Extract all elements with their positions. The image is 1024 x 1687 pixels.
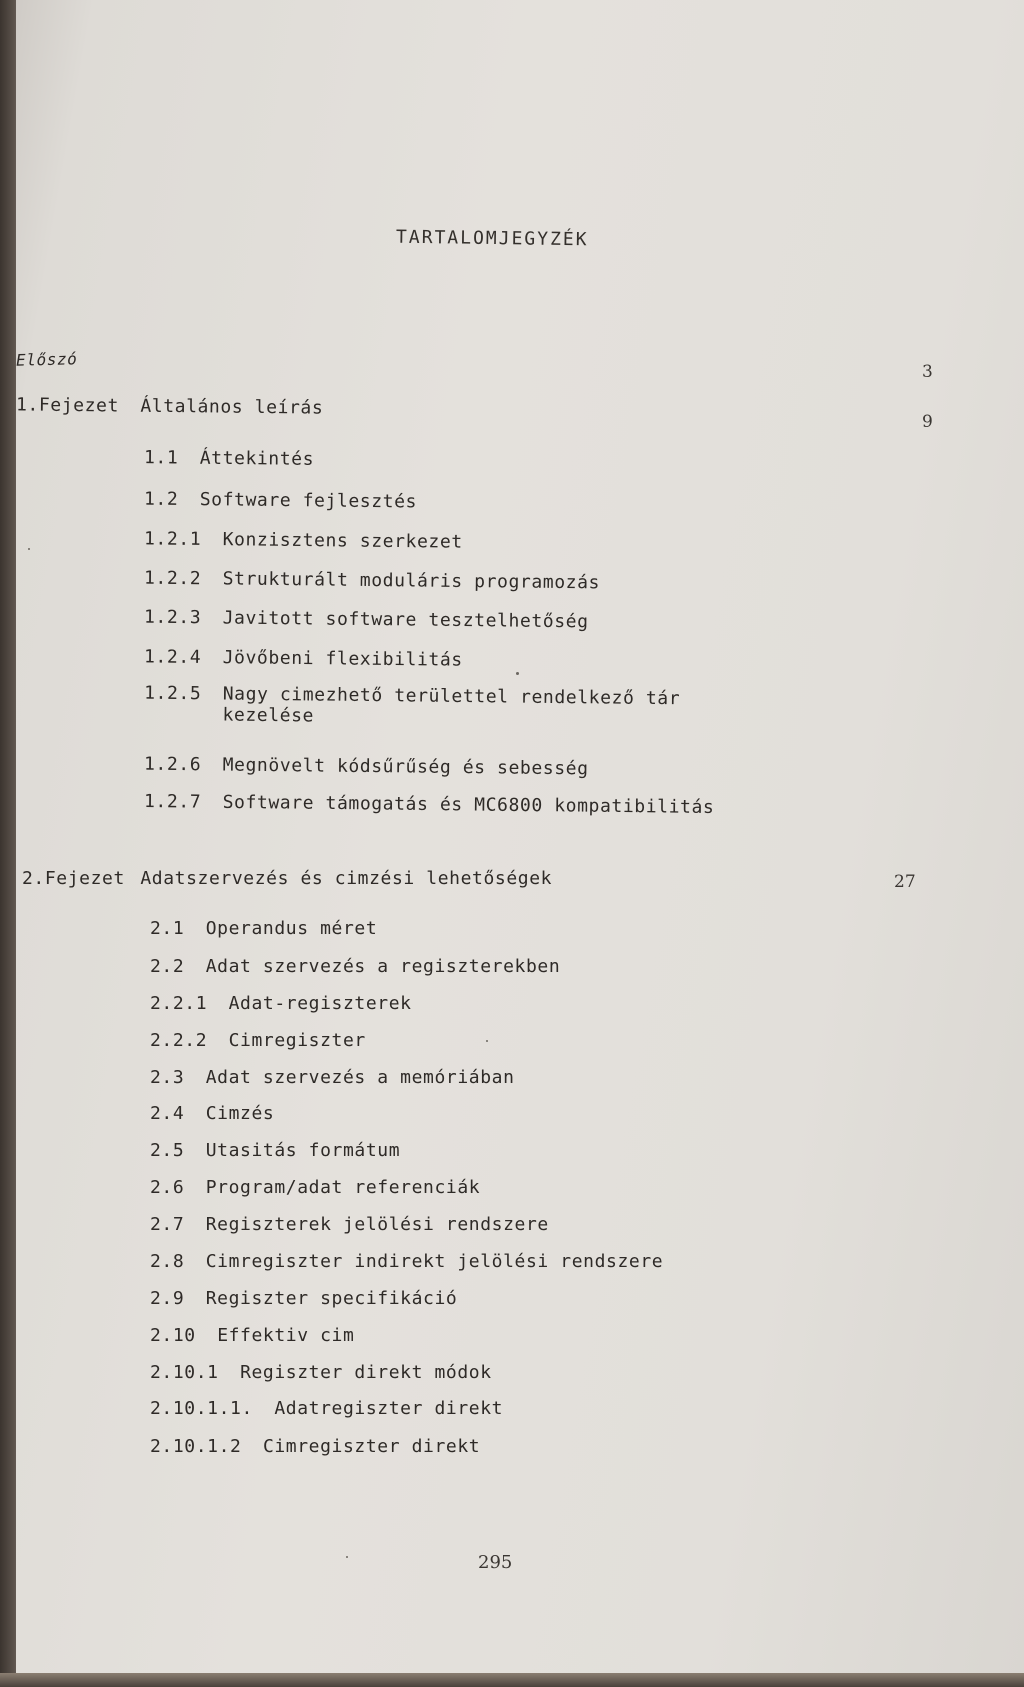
toc-item-number: 1.2.3: [143, 606, 202, 629]
toc-item-label: Effektiv cim: [217, 1325, 355, 1346]
toc-item-number: 1.2: [143, 488, 179, 510]
toc-item-label: Javitott software tesztelhetőség: [222, 607, 589, 633]
toc-item: [150, 1030, 366, 1051]
toc-item-label: Adatregiszter direkt: [274, 1398, 504, 1419]
toc-item: [144, 489, 417, 513]
toc-item: [144, 646, 463, 670]
toc-item: [150, 1067, 515, 1088]
toc-item-label: Megnövelt kódsűrűség és sebesség: [222, 754, 589, 780]
toc-item-number: 1.2.6: [143, 753, 202, 776]
toc-item: [150, 1251, 663, 1272]
toc-item-label: Adat-regiszterek: [228, 993, 412, 1014]
paper-speck: [516, 672, 519, 675]
toc-item-label: Jövőbeni flexibilitás: [222, 647, 463, 671]
toc-item-number: 2.5: [150, 1140, 185, 1161]
toc-item-number: 2.10.1: [150, 1362, 219, 1383]
toc-item: [144, 568, 600, 594]
toc-item-number: 2.8: [150, 1251, 185, 1272]
toc-item-number: 2.2.2: [150, 1030, 208, 1051]
toc-item-label: Adat szervezés a regiszterekben: [205, 956, 561, 977]
chapter-2-number: 2.Fejezet: [22, 868, 125, 889]
foreword-entry: [16, 349, 78, 370]
toc-item-number: 1.2.2: [143, 567, 202, 590]
toc-item-label: Cimzés: [205, 1103, 275, 1124]
toc-item-number: 1.2.7: [143, 791, 202, 813]
foreword-label: Előszó: [16, 349, 78, 370]
toc-item: [150, 1436, 480, 1457]
toc-item: [150, 1398, 503, 1419]
toc-item-number: 1.1: [143, 447, 179, 469]
toc-item-label: Strukturált moduláris programozás: [222, 568, 601, 594]
toc-item-number: 1.2.4: [143, 646, 202, 668]
chapter-1-title: Általános leírás: [140, 395, 324, 419]
toc-item-label: Nagy cimezhető területtel rendelkező tár kezelése: [222, 683, 681, 727]
toc-item-label: Regiszter direkt módok: [240, 1362, 492, 1383]
toc-item-number: 2.2.1: [150, 993, 208, 1014]
toc-item-label: Cimregiszter indirekt jelölési rendszere: [205, 1251, 664, 1272]
toc-item-label: Operandus méret: [205, 918, 378, 939]
chapter-2-heading: [22, 868, 552, 889]
toc-item: [150, 1177, 480, 1198]
chapter-1-heading: [16, 394, 323, 418]
toc-item-number: 2.7: [150, 1214, 185, 1235]
toc-item-label: Program/adat referenciák: [205, 1177, 481, 1198]
toc-item-number: 2.9: [150, 1288, 185, 1309]
toc-item: [150, 956, 560, 977]
toc-item-number: 2.4: [150, 1103, 185, 1124]
toc-item: [144, 447, 314, 470]
chapter-2-page-number: 27: [894, 872, 916, 892]
toc-title: TARTALOMJEGYZÉK: [395, 226, 589, 251]
toc-item: [150, 1288, 457, 1309]
toc-item: [144, 683, 783, 732]
toc-item-number: 2.10.1.1.: [150, 1398, 253, 1419]
toc-item: [150, 993, 412, 1014]
toc-item: [150, 918, 377, 939]
toc-item: [144, 791, 715, 818]
toc-item-number: 2.10: [150, 1325, 196, 1346]
toc-item-label: Software támogatás és MC6800 kompatibilitás: [222, 791, 715, 818]
document-page: [16, 0, 1024, 1676]
paper-speck: [346, 1556, 348, 1558]
toc-item-number: 2.3: [150, 1067, 185, 1088]
toc-item-number: 1.2.5: [144, 682, 202, 705]
toc-item: [144, 754, 589, 780]
toc-item-label: Konzisztens szerkezet: [222, 529, 463, 553]
toc-item-number: 2.2: [150, 956, 185, 977]
toc-item-label: Utasitás formátum: [205, 1140, 401, 1161]
paper-speck: [28, 548, 30, 550]
toc-item: [150, 1140, 400, 1161]
toc-item: [144, 528, 463, 552]
toc-item: [144, 607, 589, 633]
toc-item-label: Cimregiszter: [228, 1030, 366, 1051]
toc-item-label: Regiszter specifikáció: [205, 1288, 458, 1309]
toc-item-number: 2.6: [150, 1177, 185, 1198]
page-number: 295: [478, 1552, 513, 1573]
toc-item-number: 1.2.1: [143, 528, 202, 550]
toc-item: [150, 1214, 549, 1235]
chapter-1-number: 1.Fejezet: [16, 394, 120, 417]
chapter-2-title: Adatszervezés és cimzési lehetőségek: [140, 868, 553, 889]
toc-item-number: 2.10.1.2: [150, 1436, 242, 1457]
paper-speck: [486, 1040, 488, 1042]
toc-item-label: Software fejlesztés: [199, 489, 418, 513]
toc-item-number: 2.1: [150, 918, 185, 939]
toc-item-label: Regiszterek jelölési rendszere: [205, 1214, 549, 1235]
toc-item: [150, 1103, 274, 1124]
toc-item: [150, 1325, 354, 1346]
toc-item: [150, 1362, 492, 1383]
desk-edge: [0, 1673, 1024, 1687]
toc-item-label: Adat szervezés a memóriában: [205, 1067, 515, 1088]
toc-item-label: Áttekintés: [199, 447, 315, 470]
foreword-page-number: 3: [922, 362, 933, 382]
chapter-1-page-number: 9: [922, 412, 933, 432]
toc-item-label: Cimregiszter direkt: [262, 1436, 481, 1457]
